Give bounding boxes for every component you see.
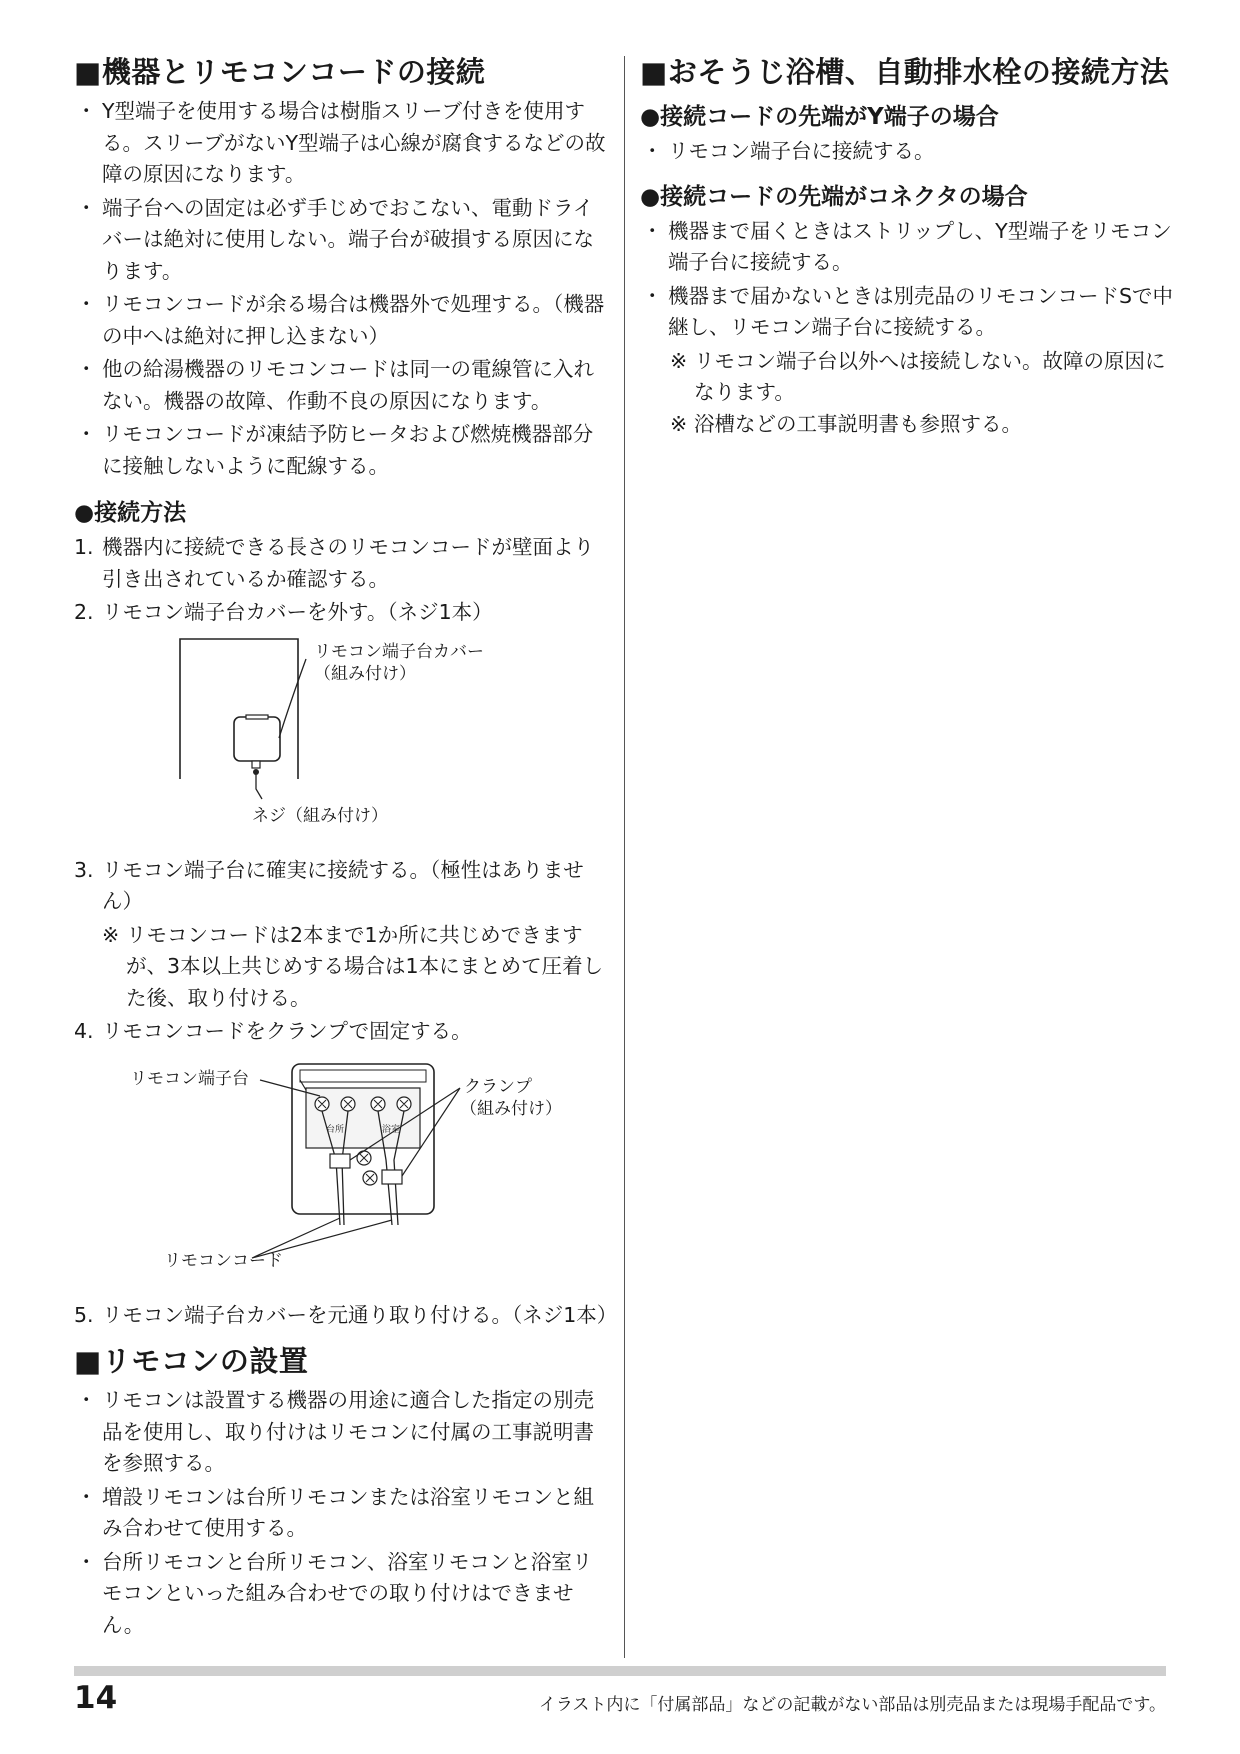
step-text: リモコン端子台カバーを外す。（ネジ1本） — [102, 600, 493, 624]
screw-label: ネジ（組み付け） — [252, 805, 388, 826]
note-mark: ※ — [670, 411, 688, 436]
step-text: リモコン端子台に確実に接続する。（極性はありません） — [102, 857, 584, 913]
cord-label: リモコンコード — [164, 1250, 283, 1271]
column-divider — [624, 56, 625, 1658]
subsection-title-connector: ●接続コードの先端がコネクタの場合 — [640, 183, 1028, 210]
list-item: ・ 他の給湯機器のリモコンコードは同一の電線管に入れない。機器の故障、作動不良の原因になります。 — [74, 354, 612, 417]
clamp-label: クランプ — [464, 1076, 532, 1097]
step-3 — [74, 855, 612, 918]
subsection-title-method: ●接続方法 — [74, 500, 187, 526]
step-5 — [74, 1300, 618, 1332]
section-title-remote-install: ■リモコンの設置 — [74, 1344, 309, 1378]
step-2 — [74, 597, 612, 629]
connector-note — [640, 346, 1180, 409]
list-item: ・ 端子台への固定は必ず手じめでおこない、電動ドライバーは絶対に使用しない。端子台が破損する原因になります。 — [74, 193, 612, 288]
cord-connection-list — [74, 96, 612, 482]
step-3-note — [74, 920, 612, 1015]
step-number: 1. — [74, 535, 94, 559]
list-item: ・ リモコンは設置する機器の用途に適合した指定の別売品を使用し、取り付けはリモコンに付属の工事説明書を参照する。 — [74, 1385, 612, 1480]
y-terminal-list — [640, 136, 1180, 168]
note-text: 浴槽などの工事説明書も参照する。 — [694, 411, 1022, 436]
list-item: ・ Y型端子を使用する場合は樹脂スリーブ付きを使用する。スリーブがないY型端子は心線が腐食するなどの故障の原因になります。 — [74, 96, 612, 191]
kitchen-label: 台所 — [325, 1124, 345, 1135]
remote-install-list — [74, 1385, 612, 1641]
step-number: 3. — [74, 857, 94, 882]
subsection-title-y-terminal: ●接続コードの先端がY端子の場合 — [640, 104, 999, 130]
method-steps — [74, 532, 612, 629]
clamp-label-sub: （組み付け） — [460, 1098, 562, 1119]
list-item: ・ 台所リモコンと台所リモコン、浴室リモコンと浴室リモコンといった組み合わせでの取り付けはできません。 — [74, 1547, 612, 1642]
cover-label: リモコン端子台カバー — [314, 641, 484, 662]
note-mark: ※ — [102, 922, 120, 947]
step-text: リモコン端子台カバーを元通り取り付ける。（ネジ1本） — [102, 1302, 618, 1327]
left-column — [74, 52, 618, 1643]
footer-bar — [74, 1666, 1166, 1676]
step-4 — [74, 1016, 612, 1048]
cover-label-sub: （組み付け） — [314, 663, 416, 684]
list-item: ・ リモコンコードが凍結予防ヒータおよび燃焼機器部分に接触しないように配線する。 — [74, 419, 612, 482]
step-number: 4. — [74, 1019, 94, 1043]
step-number: 2. — [74, 600, 94, 624]
right-column — [640, 52, 1180, 440]
list-item: ・ 機器まで届かないときは別売品のリモコンコードSで中継し、リモコン端子台に接続する。 — [640, 281, 1180, 344]
note-mark: ※ — [670, 348, 688, 373]
method-steps-cont2 — [74, 1016, 612, 1048]
list-item: ・ 増設リモコンは台所リモコンまたは浴室リモコンと組み合わせて使用する。 — [74, 1482, 612, 1545]
step-number: 5. — [74, 1302, 94, 1327]
note-text: リモコン端子台以外へは接続しない。故障の原因になります。 — [694, 348, 1166, 404]
list-item: ・ リモコン端子台に接続する。 — [640, 136, 1180, 168]
list-item: ・ 機器まで届くときはストリップし、Y型端子をリモコン端子台に接続する。 — [640, 216, 1180, 279]
list-item: ・ リモコンコードが余る場合は機器外で処理する。（機器の中へは絶対に押し込まない） — [74, 289, 612, 352]
note-text: リモコンコードは2本まで1か所に共じめできますが、3本以上共じめする場合は1本にまとめて圧着した後、取り付ける。 — [126, 922, 604, 1010]
connector-list — [640, 216, 1180, 344]
step-text: 機器内に接続できる長さのリモコンコードが壁面より引き出されているか確認する。 — [102, 535, 594, 591]
bath-label: 浴室 — [381, 1124, 401, 1135]
figure-terminal-clamp — [74, 1050, 612, 1300]
footer-note: イラスト内に「付属部品」などの記載がない部品は別売品または現場手配品です。 — [538, 1695, 1166, 1715]
section-title-cord-connection: ■機器とリモコンコードの接続 — [74, 55, 486, 89]
figure-terminal-cover — [74, 631, 612, 851]
page-number: 14 — [74, 1680, 118, 1716]
section-title-bath-connection: ■おそうじ浴槽、自動排水栓の接続方法 — [640, 55, 1170, 89]
step-text: リモコンコードをクランプで固定する。 — [102, 1019, 472, 1043]
step-1 — [74, 532, 612, 595]
method-steps-cont — [74, 855, 612, 918]
terminal-label: リモコン端子台 — [130, 1068, 249, 1089]
connector-note — [640, 409, 1180, 441]
method-steps-cont3 — [74, 1300, 618, 1332]
